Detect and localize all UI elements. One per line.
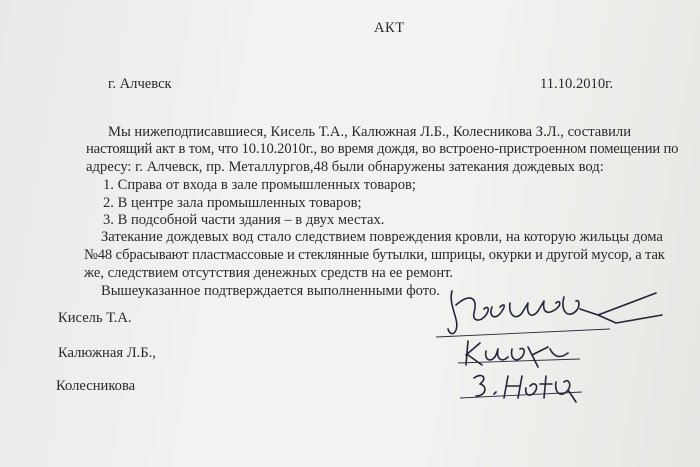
paragraph1-line-2: настоящий акт в том, что 10.10.2010г., во время дождя, во встроено-пристроенном помещении по (86, 141, 679, 157)
paragraph2-line-1: Затекание дождевых вод стало следствием повреждения кровли, на которую жильцы дома (101, 229, 663, 245)
list-item-2: 2. В центре зала промышленных товаров; (103, 195, 362, 211)
list-item-1: 1. Справа от входа в зале промышленных товаров; (103, 177, 416, 193)
document-date: 11.10.2010г. (540, 76, 614, 92)
paragraph2-line-3: же, следствием отсутствия денежных средств на ее ремонт. (84, 265, 454, 281)
city-label: г. Алчевск (108, 76, 172, 92)
document-title: АКТ (374, 20, 405, 36)
paragraph1-line-3: адресу: г. Алчевск, пр. Металлургов,48 были обнаружены затекания дождевых вод: (86, 159, 604, 175)
signatory-3: Колесникова (56, 378, 136, 394)
paragraph3: Вышеуказанное подтверждается выполненными фото. (101, 283, 440, 299)
list-item-3: 3. В подсобной части здания – в двух местах. (103, 212, 385, 228)
paragraph2-line-2: №48 сбрасывают пластмассовые и стеклянные бутылки, шприцы, окурки и другой мусор, а так (84, 247, 665, 263)
signature-3 (452, 368, 592, 408)
signatory-2: Калюжная Л.Б., (58, 345, 156, 361)
signatory-1: Кисель Т.А. (58, 310, 132, 326)
paragraph1-line-1: Мы нижеподписавшиеся, Кисель Т.А., Калюжная Л.Б., Колесникова З.Л., составили (108, 124, 632, 140)
